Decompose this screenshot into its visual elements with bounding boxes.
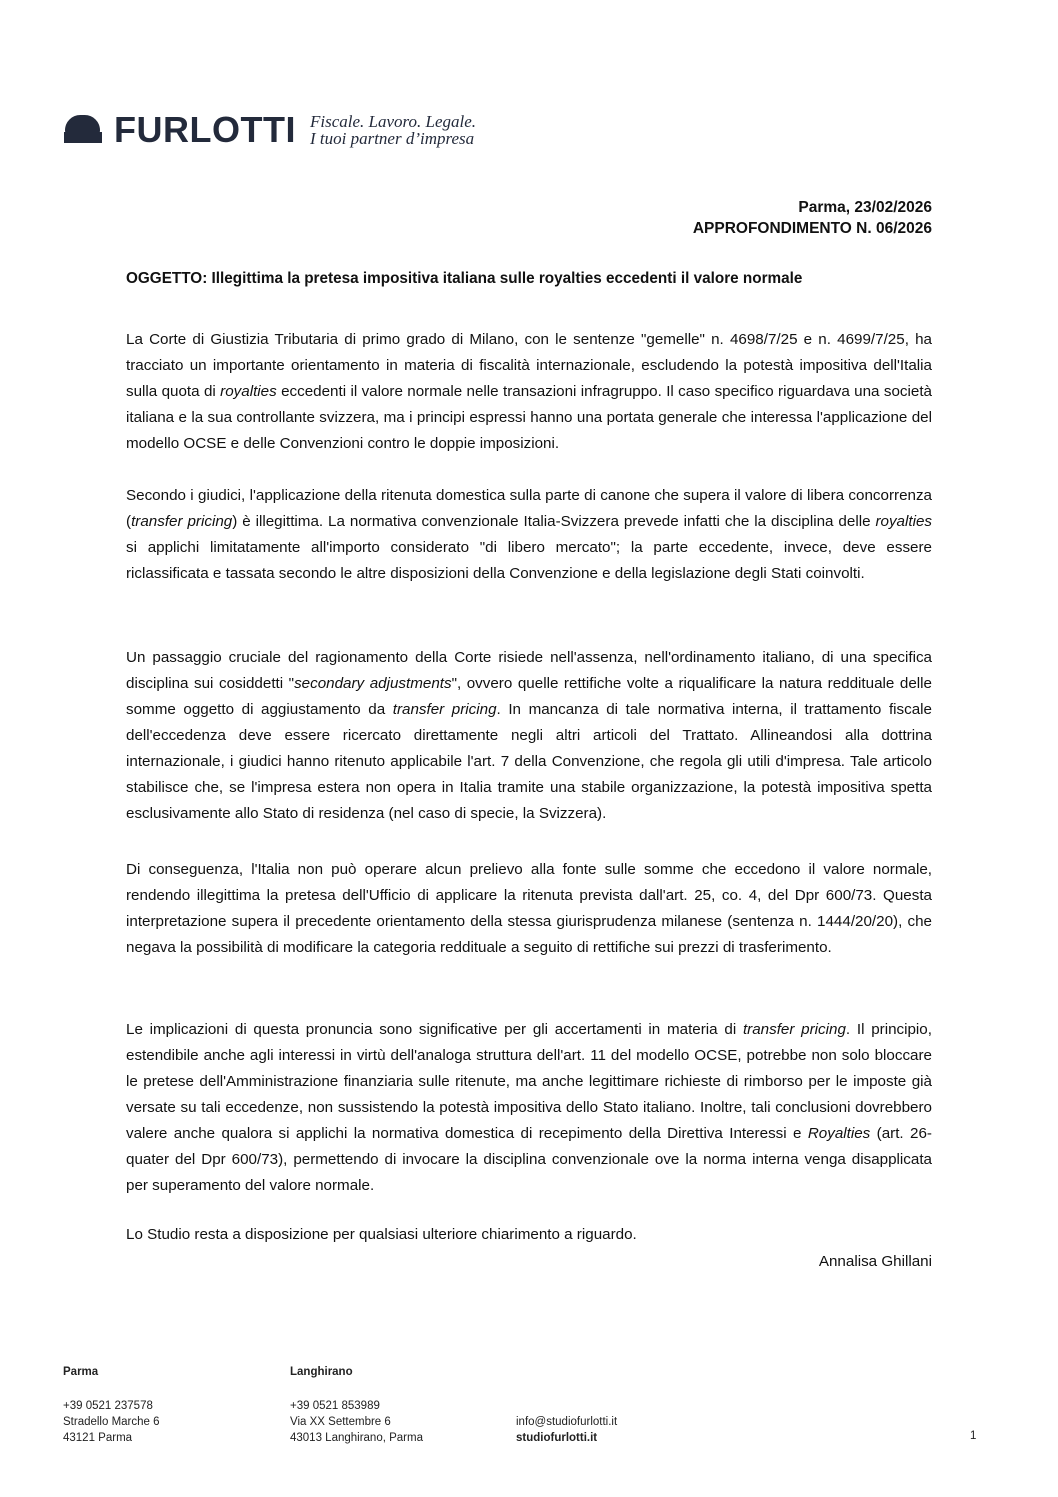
text-run: eccedenti il valore normale nelle transazioni infragruppo. Il caso specifico riguardava una società italiana e la sua controllante svizzera, ma i principi espressi hanno una portata generale che interessa l'applicazione del modello OCSE e delle Convenzioni contro le doppie imposizioni. (126, 383, 932, 452)
text-run: . In mancanza di tale normativa interna, il trattamento fiscale dell'eccedenza deve essere ricercato direttamente negli altri articoli del Trattato. Allineandosi alla dottrina internazionale, i giudici hanno ritenuto applicabile l'art. 7 della Convenzione, che regola gli utili d'impresa. Tale articolo stabilisce che, se l'impresa estera non opera in Italia tramite una stabile organizzazione, la potestà impositiva spetta esclusivamente allo Stato di residenza (nel caso di specie, la Svizzera). (126, 701, 932, 822)
page-number: 1 (970, 1430, 977, 1442)
italic-term: royalties (220, 383, 277, 400)
contact-email-link[interactable]: info@studiofurlotti.it (516, 1416, 618, 1428)
letter-header (693, 197, 932, 239)
text-run: si applichi limitatamente all'importo considerato "di libero mercato"; la parte eccedente, invece, deve essere riclassificata e tassata secondo le altre disposizioni della Convenzione e della legislazione degli Stati coinvolti. (126, 539, 932, 582)
office-zip-city: 43013 Langhirano, Parma (290, 1432, 423, 1444)
paragraph-2 (126, 483, 932, 587)
italic-term: Royalties (807, 1125, 871, 1142)
footer-office-langhirano (290, 1364, 423, 1446)
closing-sentence: Lo Studio resta a disposizione per qualsiasi ulteriore chiarimento a riguardo. (126, 1226, 637, 1243)
text-run: Le implicazioni di questa pronuncia sono significative per gli accertamenti in materia di (126, 1021, 743, 1038)
text-run: Un passaggio cruciale del ragionamento della Corte risiede nell'assenza, nell'ordinamento italiano, di una specifica disciplina sui cosiddetti " (126, 649, 932, 692)
italic-term: transfer pricing (392, 701, 497, 718)
signature: Annalisa Ghillani (818, 1253, 932, 1270)
paragraph-3 (126, 645, 932, 827)
office-city: Langhirano (290, 1366, 353, 1378)
company-logo (62, 109, 477, 150)
footer-office-parma (63, 1364, 160, 1446)
text-run: Secondo i giudici, l'applicazione della ritenuta domestica sulla parte di canone che supera il valore di libera concorrenza ( (126, 487, 932, 530)
paragraph-5 (126, 1017, 932, 1199)
text-run: . Il principio, estendibile anche agli interessi in virtù dell'analoga struttura dell'art. 11 del modello OCSE, potrebbe non solo bloccare le pretese dell'Amministrazione finanziaria sulle ritenute, ma anche legittimare richieste di rimborso per le imposte già versate su tali eccedenze, non sussistendo la potestà impositiva dello Stato italiano. Inoltre, tali conclusioni dovrebbero valere anche qualora si applichi la normativa domestica di recepimento della Direttiva Interessi e (126, 1021, 932, 1142)
website-link[interactable]: studiofurlotti.it (516, 1432, 598, 1444)
office-phone[interactable]: +39 0521 237578 (63, 1400, 153, 1412)
subject-line: OGGETTO: Illegittima la pretesa impositiva italiana sulle royalties eccedenti il valore normale (126, 270, 803, 287)
office-street: Stradello Marche 6 (63, 1416, 160, 1428)
text-run: Di conseguenza, l'Italia non può operare alcun prelievo alla fonte sulle somme che eccedono il valore normale, rendendo illegittima la pretesa dell'Ufficio di applicare la ritenuta prevista dall'art. 25, co. 4, del Dpr 600/73. Questa interpretazione supera il precedente orientamento della stessa giurisprudenza milanese (sentenza n. 1444/20/20), che negava la possibilità di modificare la categoria reddituale a seguito di rettifiche sui prezzi di trasferimento. (126, 861, 932, 956)
text-run: La Corte di Giustizia Tributaria di primo grado di Milano, con le sentenze "gemelle" n. 4698/7/25 e n. 4699/7/25, ha tracciato un importante orientamento in materia di fiscalità internazionale, escludendo la potestà impositiva dell'Italia sulla quota di (126, 331, 932, 400)
paragraph-4 (126, 857, 932, 961)
footer-contact (516, 1414, 617, 1446)
place-date: Parma, 23/02/2026 (798, 199, 932, 216)
logo-tagline-line-1: Fiscale. Lavoro. Legale. (309, 112, 477, 131)
document-reference: APPROFONDIMENTO N. 06/2026 (692, 220, 932, 237)
text-run: ) è illegittima. La normativa convenzionale Italia-Svizzera prevede infatti che la disciplina delle (232, 513, 876, 530)
italic-term: royalties (875, 513, 933, 530)
italic-term: transfer pricing (742, 1021, 846, 1038)
logo-tagline (310, 113, 476, 147)
office-street: Via XX Settembre 6 (290, 1416, 391, 1428)
logo-tagline-line-2: I tuoi partner d’impresa (309, 129, 475, 148)
office-zip-city: 43121 Parma (63, 1432, 133, 1444)
office-phone[interactable]: +39 0521 853989 (290, 1400, 380, 1412)
logo-wordmark: FURLOTTI (114, 109, 296, 150)
paragraph-1 (126, 327, 932, 457)
text-run: (art. 26-quater del Dpr 600/73), permettendo di invocare la disciplina convenzionale ove la norma interna venga disapplicata per superamento del valore normale. (126, 1125, 932, 1194)
text-run: ", ovvero quelle rettifiche volte a riqualificare la natura reddituale delle somme oggetto di aggiustamento da (126, 675, 932, 718)
office-city: Parma (63, 1366, 99, 1378)
furlotti-logo-icon (62, 115, 104, 145)
italic-term: transfer pricing (131, 513, 233, 530)
italic-term: secondary adjustments (294, 675, 452, 692)
